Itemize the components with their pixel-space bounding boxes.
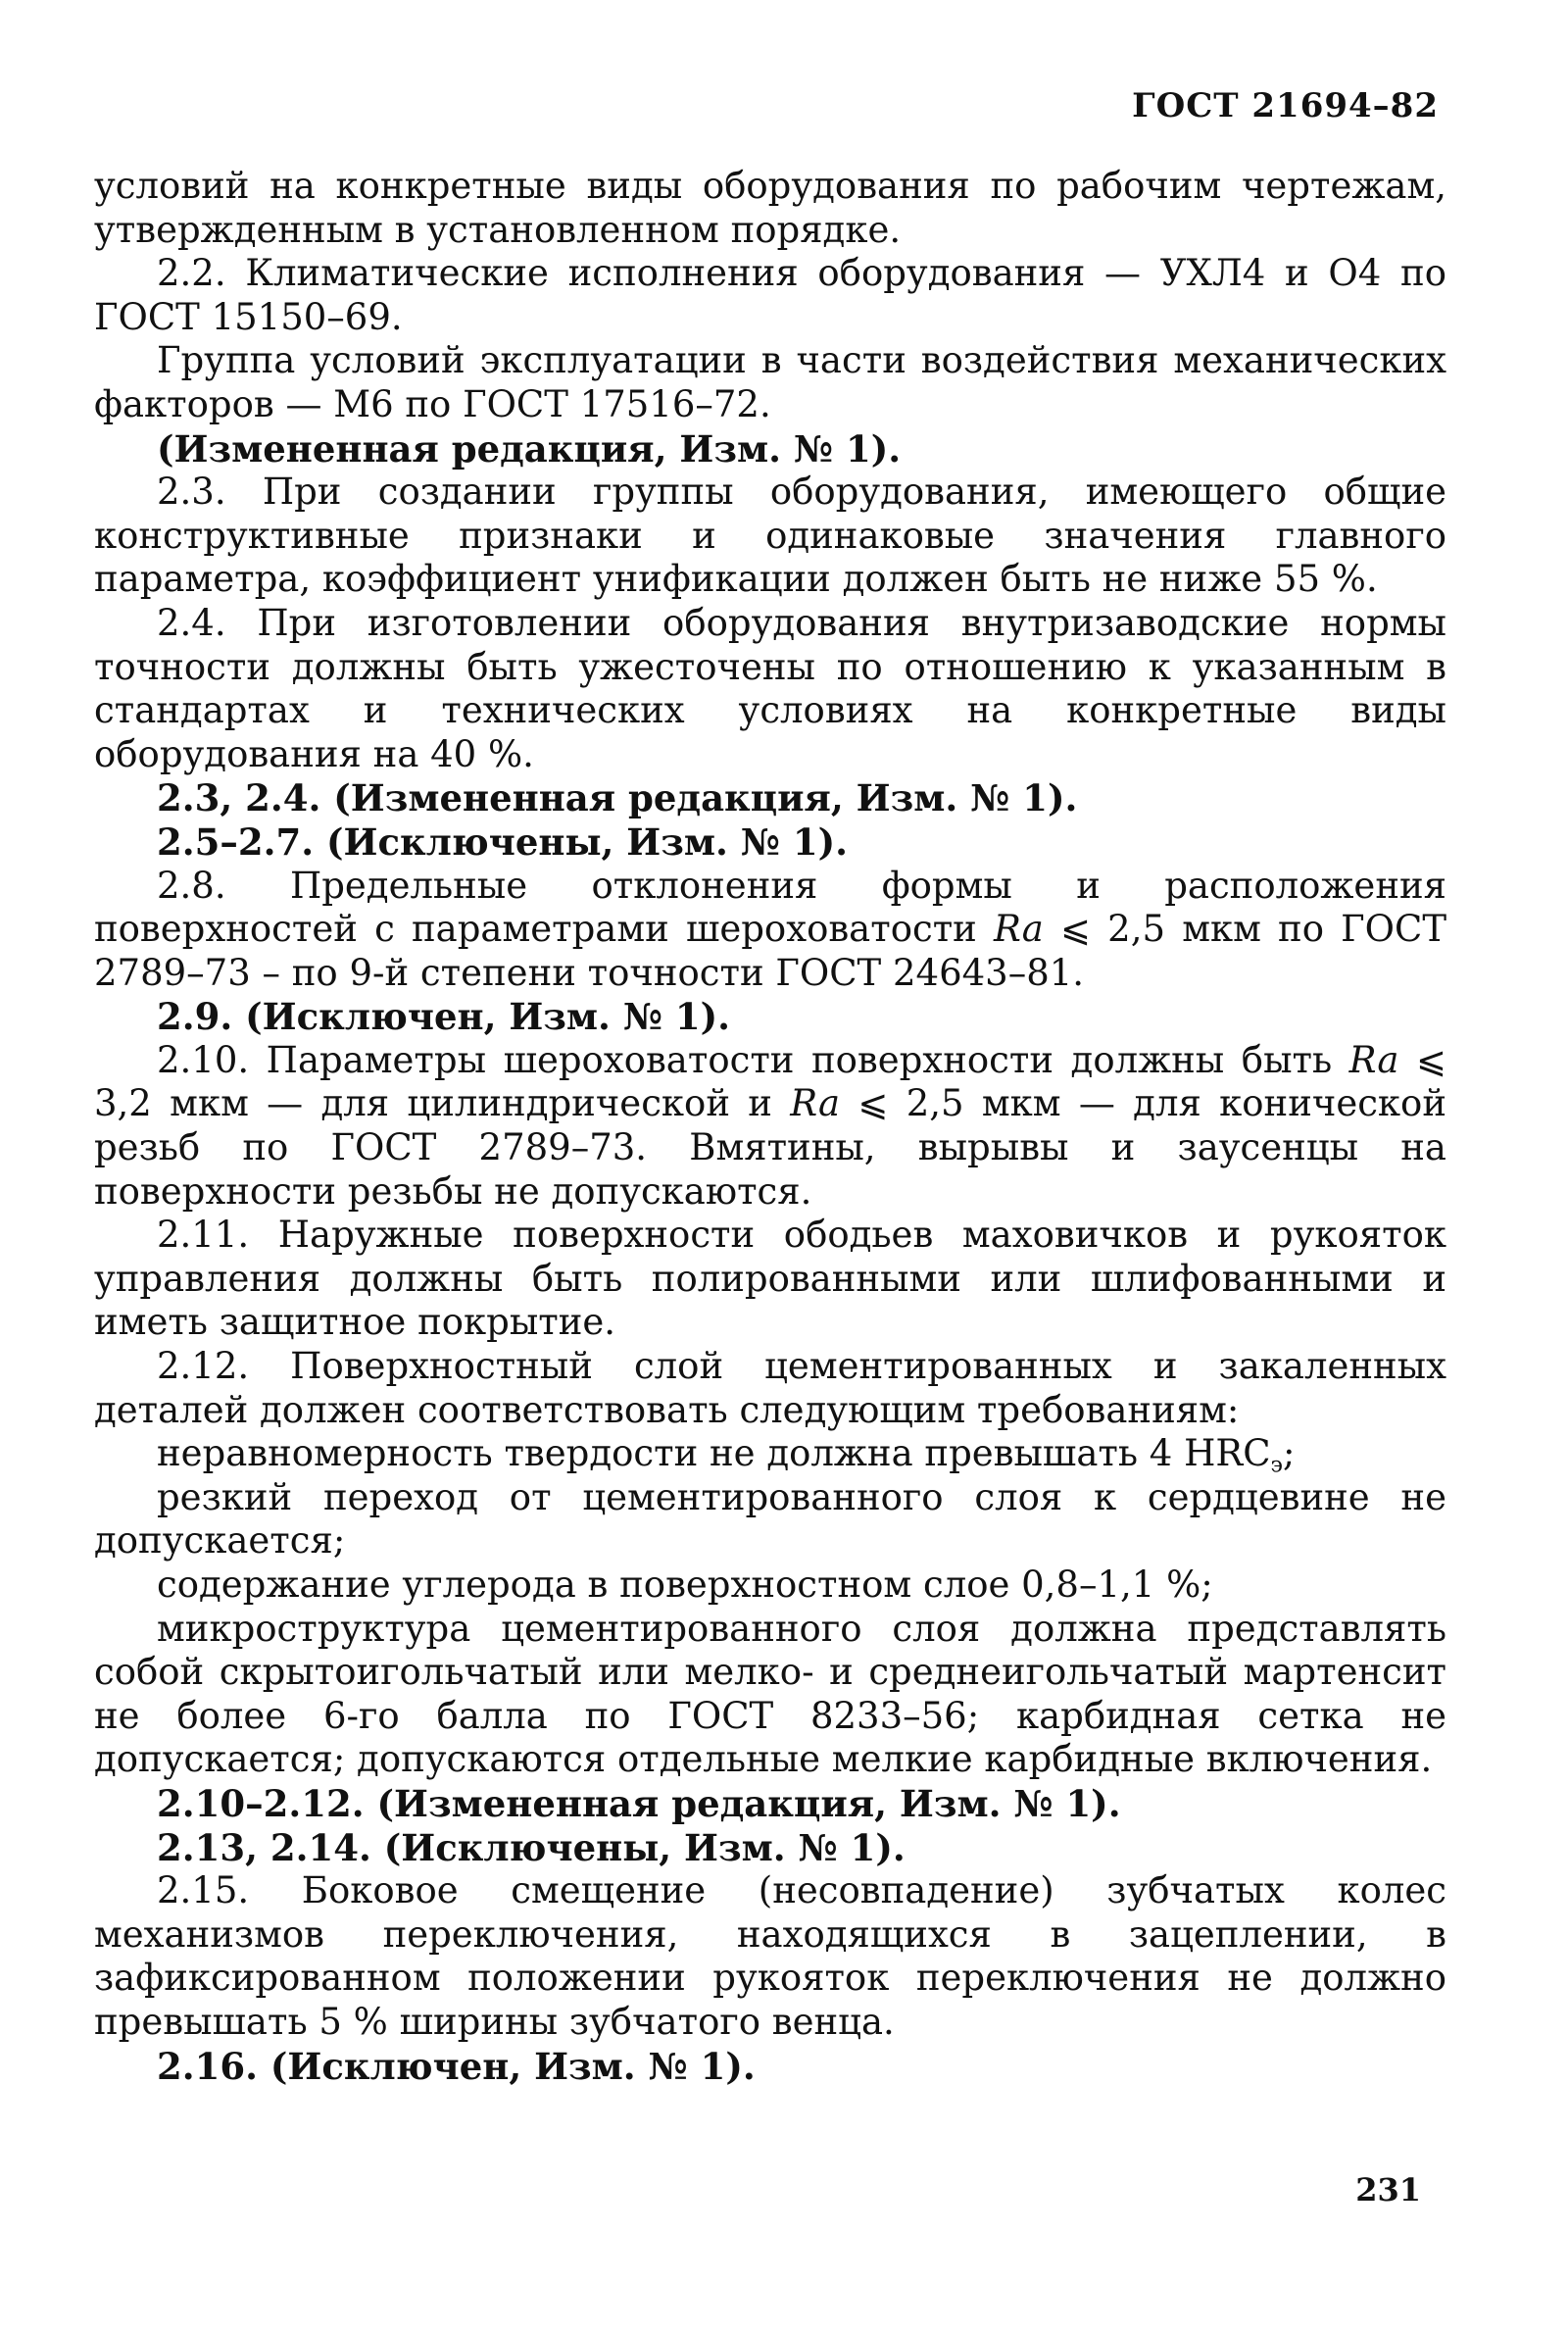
paragraph-2-10-text-a: 2.10. Параметры шероховатости поверхности должны быть — [157, 1038, 1349, 1081]
page-number: 231 — [1355, 2171, 1421, 2208]
paragraph-2-10-text-c: ⩽ 2,5 мкм — для конической резьб по ГОСТ 2789–73. Вмятины, вырывы и заусенцы на поверхности резьбы не допускаются. — [94, 1082, 1446, 1213]
hardness-subscript: э — [1270, 1452, 1283, 1478]
paragraph-2-10-text-b: ⩽ 3,2 мкм — для цилиндрической и — [94, 1038, 1446, 1125]
document-body — [94, 165, 1446, 2088]
requirement-transition: резкий переход от цементированного слоя к сердцевине не допускается; — [94, 1475, 1446, 1563]
excluded-note-2-13-2-14: 2.13, 2.14. (Исключены, Изм. № 1). — [157, 1825, 906, 1869]
requirement-hardness — [94, 1432, 1446, 1476]
paragraph-2-12: 2.12. Поверхностный слой цементированных и закаленных деталей должен соответствовать следующим требованиям: — [94, 1345, 1446, 1431]
roughness-symbol: Ra — [994, 908, 1044, 951]
roughness-symbol: Ra — [790, 1082, 841, 1125]
paragraph-continuation: условий на конкретные виды оборудования по рабочим чертежам, утвержденным в установленном порядке. — [94, 165, 1446, 251]
paragraph-2-15: 2.15. Боковое смещение (несовпадение) зубчатых колес механизмов переключения, находящихся в зацеплении, в зафиксированном положении рукояток переключения не должно превышать 5 % ширины зубчатого венца. — [94, 1869, 1446, 2043]
paragraph-2-3: 2.3. При создании группы оборудования, имеющего общие конструктивные признаки и одинаковые значения главного параметра, коэффициент унификации должен быть не ниже 55 %. — [94, 471, 1446, 601]
amendment-note-2-2: (Измененная редакция, Изм. № 1). — [157, 426, 902, 471]
paragraph-2-10 — [94, 1039, 1446, 1214]
amendment-note-2-10-2-12: 2.10–2.12. (Измененная редакция, Изм. № 1). — [157, 1781, 1121, 1825]
paragraph-2-8-text-b: ⩽ 2,5 мкм по ГОСТ 2789–73 – по 9-й степени точности ГОСТ 24643–81. — [94, 908, 1446, 994]
requirement-hardness-end: ; — [1282, 1432, 1296, 1475]
requirement-carbon: содержание углерода в поверхностном слое 0,8–1,1 %; — [157, 1563, 1213, 1606]
requirement-hardness-text: неравномерность твердости не должна превышать 4 HRC — [157, 1432, 1271, 1475]
requirement-microstructure: микроструктура цементированного слоя должна представлять собой скрытоигольчатый или мелко- и среднеигольчатый мартенсит не более 6-го балла по ГОСТ 8233–56; карбидная сетка не допускается; допускаются отдельные мелкие карбидные включения. — [94, 1607, 1446, 1781]
standard-header: ГОСТ 21694–82 — [1132, 86, 1439, 125]
excluded-note-2-9: 2.9. (Исключен, Изм. № 1). — [157, 995, 731, 1039]
paragraph-2-11: 2.11. Наружные поверхности ободьев маховичков и рукояток управления должны быть полированными или шлифованными и иметь защитное покрытие. — [94, 1214, 1446, 1344]
roughness-symbol: Ra — [1348, 1038, 1399, 1081]
excluded-note-2-16: 2.16. (Исключен, Изм. № 1). — [157, 2044, 756, 2088]
paragraph-2-4: 2.4. При изготовлении оборудования внутризаводские нормы точности должны быть ужесточены по отношению к указанным в стандартах и технических условиях на конкретные виды оборудования на 40 %. — [94, 601, 1446, 775]
paragraph-operating-group: Группа условий эксплуатации в части воздействия механических факторов — М6 по ГОСТ 17516–72. — [94, 339, 1446, 425]
paragraph-2-8-text-a: 2.8. Предельные отклонения формы и расположения поверхностей с параметрами шероховатости — [94, 864, 1446, 951]
paragraph-2-2: 2.2. Климатические исполнения оборудования — УХЛ4 и О4 по ГОСТ 15150–69. — [94, 252, 1446, 338]
paragraph-2-8 — [94, 865, 1446, 996]
amendment-note-2-3-2-4: 2.3, 2.4. (Измененная редакция, Изм. № 1). — [157, 776, 1078, 820]
excluded-note-2-5-2-7: 2.5–2.7. (Исключены, Изм. № 1). — [157, 819, 849, 864]
